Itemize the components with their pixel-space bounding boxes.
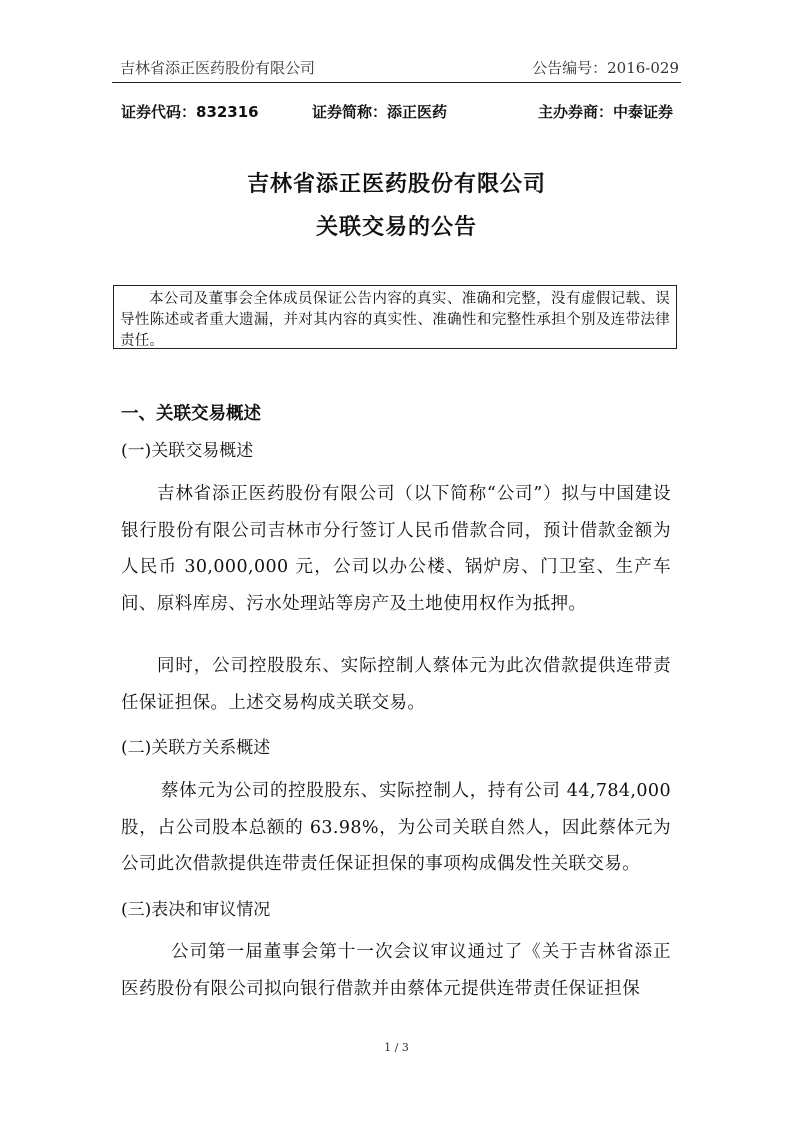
document-title-company: 吉林省添正医药股份有限公司 [246, 172, 546, 197]
page-header [112, 56, 681, 83]
page-number: 1 / 3 [384, 1041, 409, 1054]
paragraph-related-party: 蔡体元为公司的控股股东、实际控制人，持有公司 44,784,000 股，占公司股本总额的 63.98%，为公司关联自然人，因此蔡体元为公司此次借款提供连带责任保证担保的事项构成偶发性关联交易。 [121, 781, 671, 875]
document-title-subject: 关联交易的公告 [315, 215, 477, 240]
paragraph-transaction-overview: 吉林省添正医药股份有限公司（以下简称“公司”）拟与中国建设银行股份有限公司吉林市分行签订人民币借款合同，预计借款金额为人民币 30,000,000 元，公司以办公楼、锅炉房、门卫室、生产车间、原料库房、污水处理站等房产及土地使用权作为抵押。 [121, 484, 671, 614]
subsection-heading-1-2: (二)关联方关系概述 [121, 738, 271, 758]
disclaimer-notice-box: 本公司及董事会全体成员保证公告内容的真实、准确和完整，没有虚假记载、误导性陈述或者重大遗漏，并对其内容的真实性、准确性和完整性承担个别及连带法律责任。 [113, 285, 677, 349]
section-heading-1: 一、关联交易概述 [121, 404, 261, 424]
subsection-heading-1-3: (三)表决和审议情况 [121, 900, 271, 920]
securities-abbreviation: 证券简称：添正医药 [312, 103, 448, 121]
subsection-heading-1-1: (一)关联交易概述 [121, 441, 254, 461]
paragraph-guarantee: 同时，公司控股股东、实际控制人蔡体元为此次借款提供连带责任保证担保。上述交易构成关联交易。 [121, 656, 671, 713]
sponsor-broker: 主办券商：中泰证券 [537, 103, 673, 121]
header-company-name: 吉林省添正医药股份有限公司 [120, 59, 316, 77]
securities-code: 证券代码：832316 [121, 103, 259, 121]
header-announcement-number: 公告编号：2016-029 [532, 59, 679, 77]
paragraph-board-review: 公司第一届董事会第十一次会议审议通过了《关于吉林省添正医药股份有限公司拟向银行借款并由蔡体元提供连带责任保证担保 [121, 942, 671, 999]
